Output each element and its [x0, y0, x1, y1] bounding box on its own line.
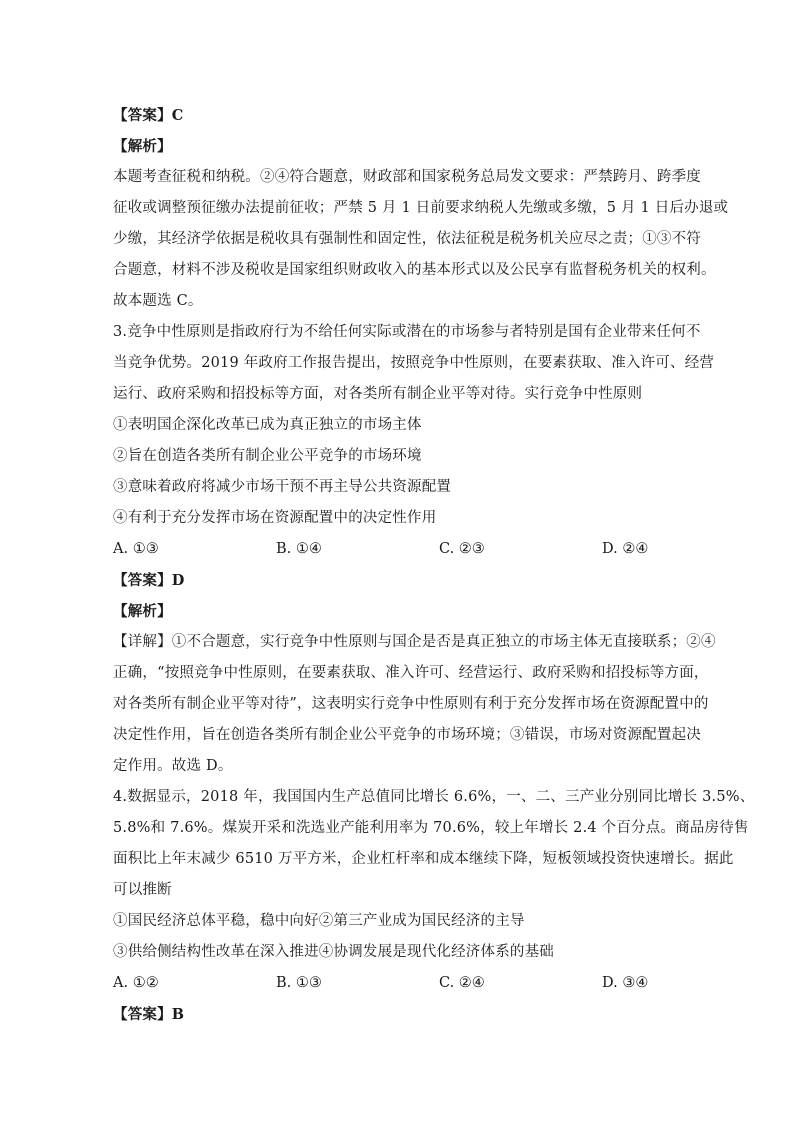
answer-label: 【答案】D [113, 572, 185, 589]
option-c: C. ②④ [439, 975, 485, 991]
detail-text-line: 正确，“按照竞争中性原则，在要素获取、准入许可、经营运行、政府采购和招投标等方面， [113, 665, 709, 681]
option-b: B. ①④ [276, 541, 322, 557]
answer-label: 【答案】B [113, 1006, 185, 1023]
detail-text-line: 定作用。故选 D。 [113, 758, 233, 774]
analysis-label: 【解析】 [113, 138, 172, 155]
answer-label: 【答案】C [113, 107, 184, 124]
option-d: D. ②④ [602, 541, 649, 557]
question-4-stem: 5.8%和 7.6%。煤炭开采和洗选业产能利用率为 70.6%，较上年增长 2.4 个百分点。商品房待售 [113, 820, 749, 836]
analysis-text-line: 本题考查征税和纳税。②④符合题意，财政部和国家税务总局发文要求：严禁跨月、跨季度 [113, 169, 701, 185]
option-c: C. ②③ [439, 541, 485, 557]
question-4-item: ③供给侧结构性改革在深入推进④协调发展是现代化经济体系的基础 [113, 944, 554, 960]
detail-text-line: 决定性作用，旨在创造各类所有制企业公平竞争的市场环境；③错误，市场对资源配置起决 [113, 727, 701, 743]
option-b: B. ①③ [276, 975, 322, 991]
question-3-stem: 当竞争优势。2019 年政府工作报告提出，按照竞争中性原则，在要素获取、准入许可、经营 [113, 355, 715, 371]
question-3-item: ②旨在创造各类所有制企业公平竞争的市场环境 [113, 448, 422, 464]
detail-text-line: 【详解】①不合题意，实行竞争中性原则与国企是否是真正独立的市场主体无直接联系；②④ [113, 634, 716, 650]
analysis-label: 【解析】 [113, 603, 172, 620]
analysis-text-line: 征收或调整预征缴办法提前征收；严禁 5 月 1 日前要求纳税人先缴或多缴，5 月 1 日后办退或 [113, 200, 729, 216]
question-3-item: ④有利于充分发挥市场在资源配置中的决定性作用 [113, 510, 437, 526]
analysis-text-line: 合题意，材料不涉及税收是国家组织财政收入的基本形式以及公民享有监督税务机关的权利。 [113, 262, 716, 278]
option-d: D. ③④ [602, 975, 649, 991]
question-4-options [113, 968, 684, 999]
question-3-stem: 运行、政府采购和招投标等方面，对各类所有制企业平等对待。实行竞争中性原则 [113, 386, 643, 402]
question-4-item: ①国民经济总体平稳，稳中向好②第三产业成为国民经济的主导 [113, 913, 525, 929]
question-3-item: ③意味着政府将减少市场干预不再主导公共资源配置 [113, 479, 452, 495]
detail-text-line: 对各类所有制企业平等对待”，这表明实行竞争中性原则有利于充分发挥市场在资源配置中的 [113, 696, 709, 712]
question-3-options [113, 534, 684, 565]
question-3-stem: 3.竞争中性原则是指政府行为不给任何实际或潜在的市场参与者特别是国有企业带来任何不 [113, 324, 701, 340]
analysis-text-line: 少缴，其经济学依据是税收具有强制性和固定性，依法征税是税务机关应尽之责；①③不符 [113, 231, 701, 247]
question-4-stem: 可以推断 [113, 882, 172, 898]
option-a: A. ①② [113, 975, 159, 991]
question-4-stem: 4.数据显示，2018 年，我国国内生产总值同比增长 6.6%，一、二、三产业分别同比增长 3.5%、 [113, 789, 755, 805]
question-3-item: ①表明国企深化改革已成为真正独立的市场主体 [113, 417, 422, 433]
question-4-stem: 面积比上年末减少 6510 万平方米，企业杠杆率和成本继续下降，短板领域投资快速增长。据此 [113, 851, 734, 867]
option-a: A. ①③ [113, 541, 159, 557]
analysis-text-line: 故本题选 C。 [113, 293, 203, 309]
